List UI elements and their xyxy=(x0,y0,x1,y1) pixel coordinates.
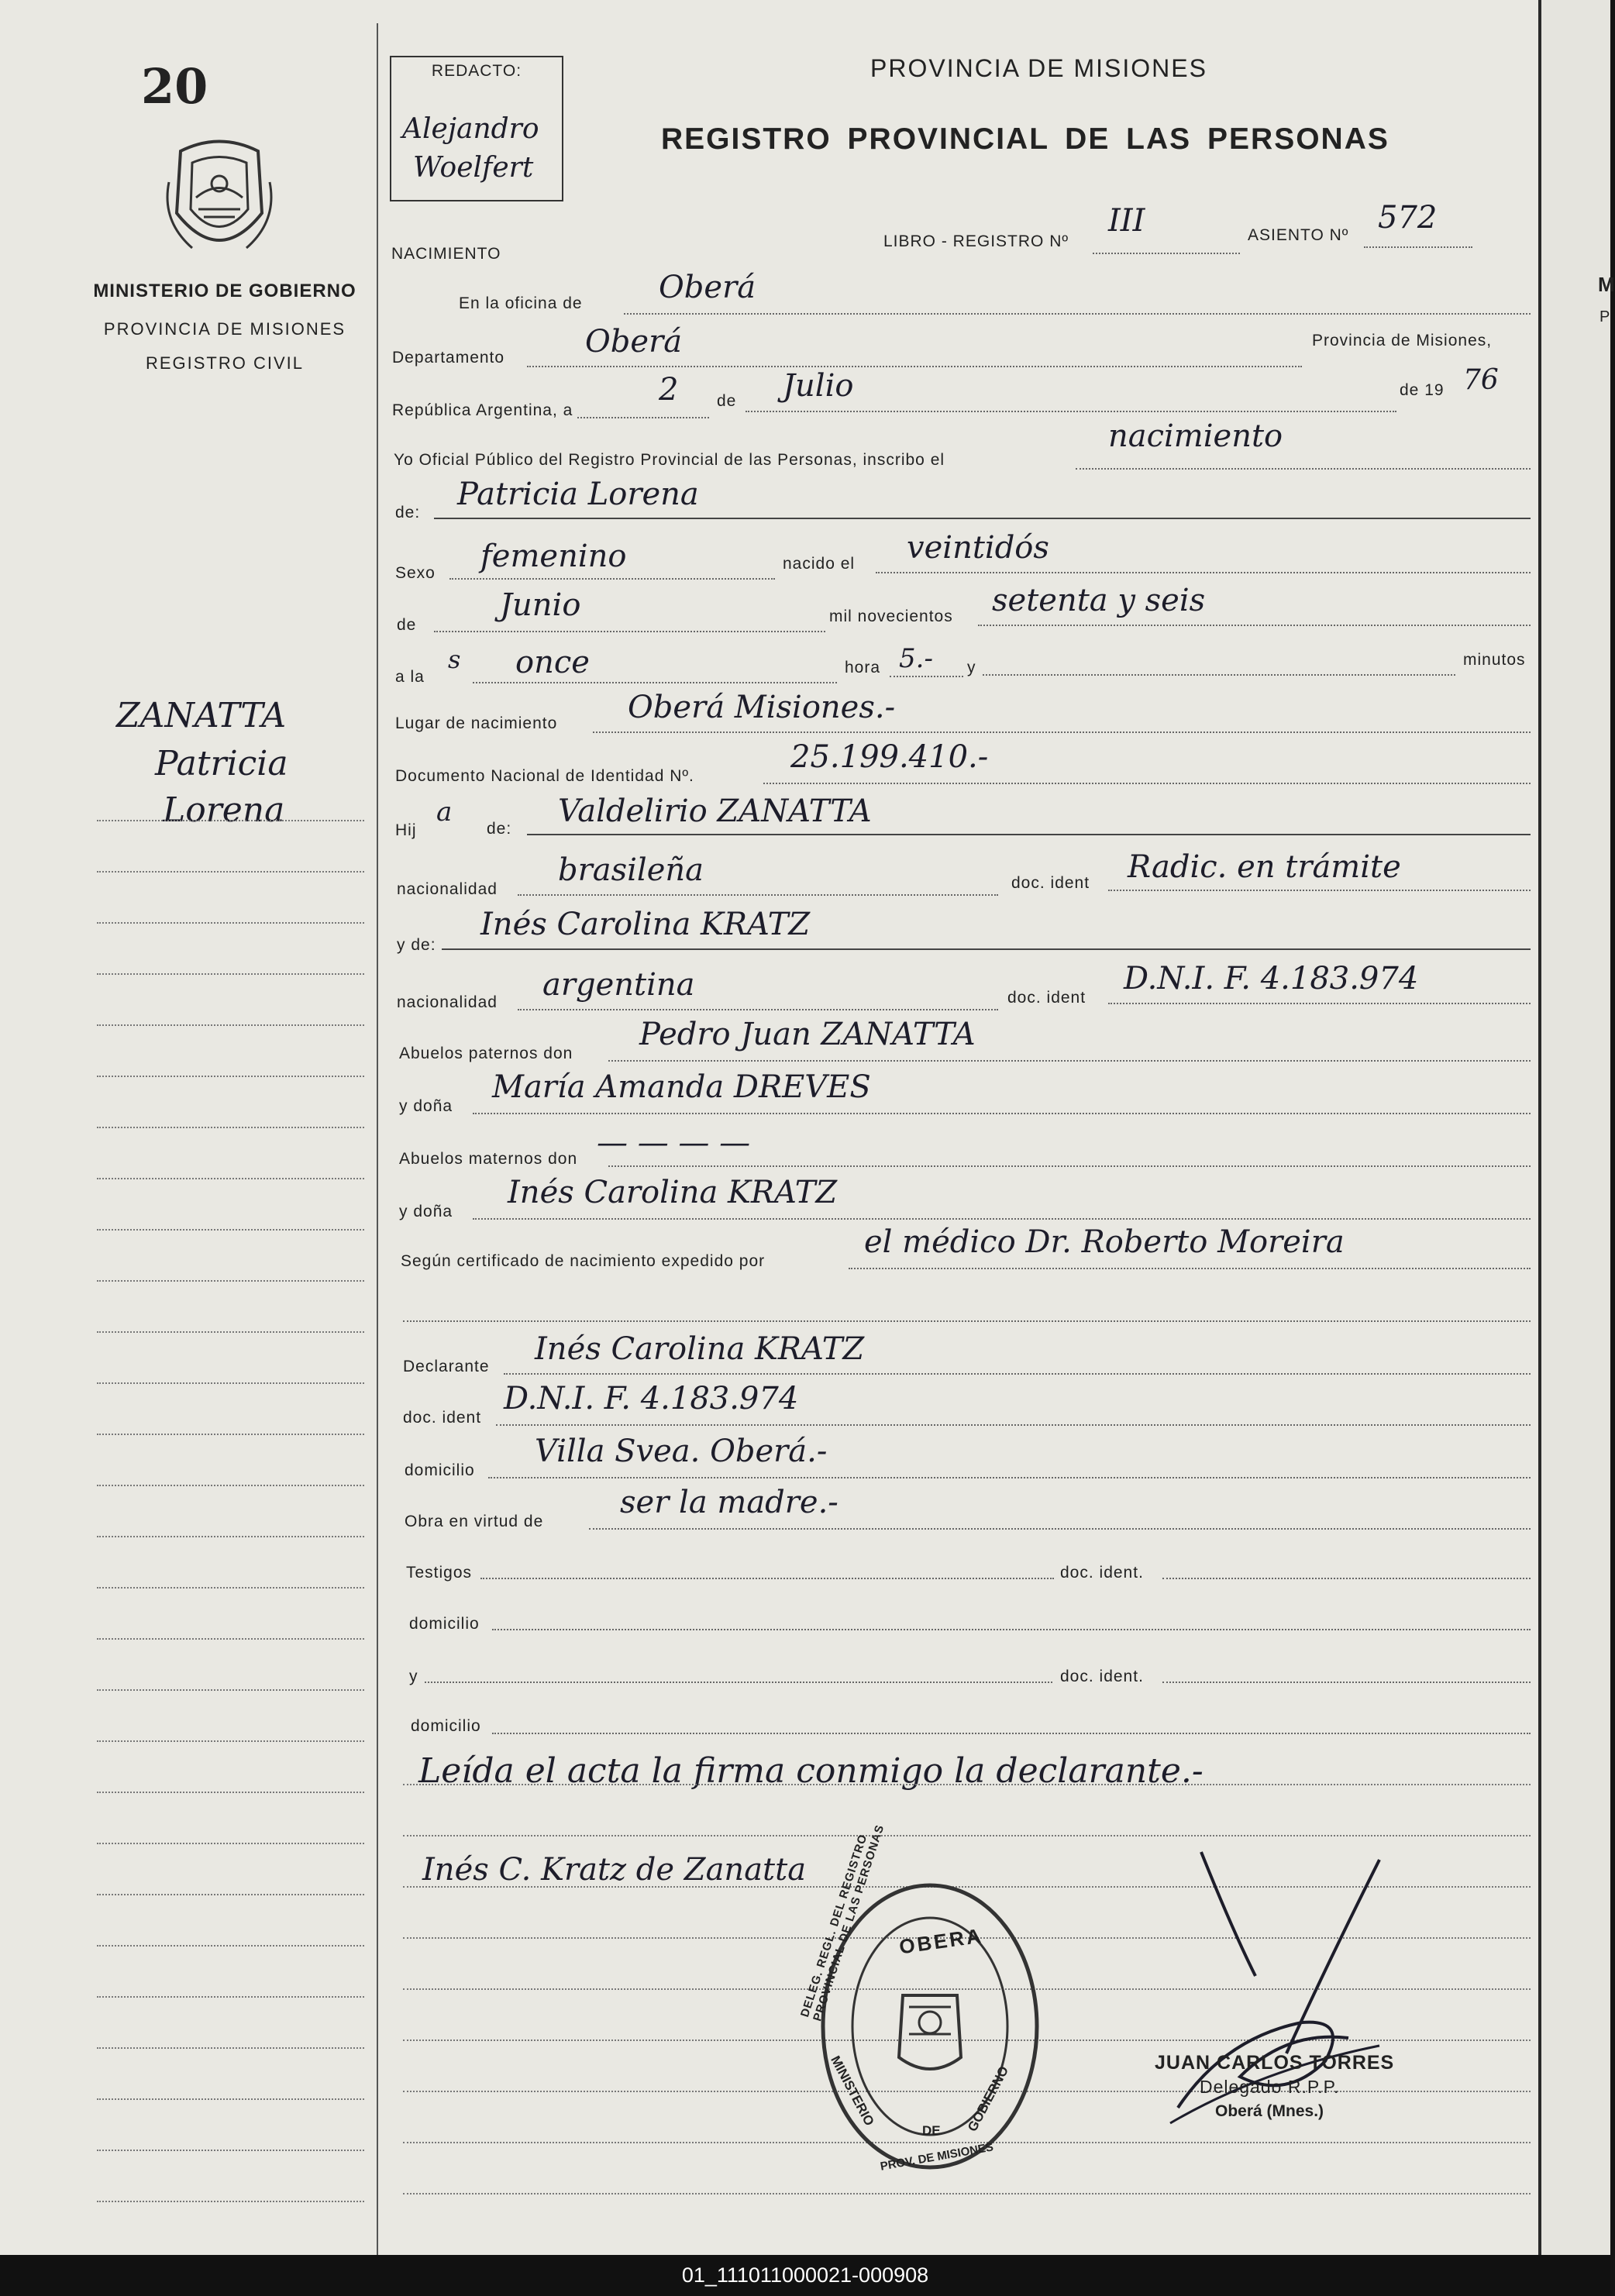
testigo-2-dotted-line xyxy=(425,1682,1052,1683)
minutos-dotted-line xyxy=(983,674,1455,676)
republica-label: República Argentina, a xyxy=(392,401,573,419)
abuelo-mat-dotted-line xyxy=(608,1165,1531,1167)
madre-doc-dotted-line xyxy=(1108,1003,1531,1004)
margin-ruled-line xyxy=(97,1331,364,1333)
declarante-doc: D.N.I. F. 4.183.974 xyxy=(504,1381,799,1416)
province-title: PROVINCIA DE MISIONES xyxy=(870,54,1207,82)
de-label: de xyxy=(717,392,737,410)
hij-de-label: de: xyxy=(487,820,512,838)
certificado-value: el médico Dr. Roberto Moreira xyxy=(864,1224,1345,1260)
abuelos-paternos-label: Abuelos paternos don xyxy=(399,1045,573,1062)
margin-ruled-line xyxy=(97,820,364,821)
margin-ruled-line xyxy=(97,1843,364,1844)
official-name: JUAN CARLOS TORRES xyxy=(1155,2052,1395,2074)
ministry-name: MINISTERIO DE GOBIERNO xyxy=(93,281,356,301)
margin-ruled-line xyxy=(97,2150,364,2151)
nacionalidad-1-label: nacionalidad xyxy=(397,880,498,898)
margin-ruled-line xyxy=(97,1178,364,1179)
domicilio-2-label: domicilio xyxy=(409,1615,480,1633)
margin-ruled-line xyxy=(97,973,364,975)
domicilio-value: Villa Svea. Oberá.- xyxy=(535,1434,828,1469)
margin-ruled-line xyxy=(97,1280,364,1282)
nombre-line xyxy=(434,518,1531,519)
certificado-dotted-line xyxy=(849,1268,1531,1269)
hora-texto-dotted-line xyxy=(473,682,837,683)
abuelo-pat-dotted-line xyxy=(608,1060,1531,1062)
seal-bottom-text: PROV. DE MISIONES xyxy=(879,2140,995,2174)
oficina-dotted-line xyxy=(624,313,1531,315)
margin-ruled-line xyxy=(97,2047,364,2049)
declarante-dotted-line xyxy=(504,1373,1531,1375)
anio-nac-dotted-line xyxy=(978,625,1531,626)
dia-value: 2 xyxy=(659,372,679,408)
margin-ruled-line xyxy=(97,1382,364,1384)
margin-ruled-line xyxy=(97,1434,364,1435)
doc-ident-4-label: doc. ident. xyxy=(1060,1564,1144,1582)
asiento-value: 572 xyxy=(1378,200,1438,236)
y-2-label: y xyxy=(409,1668,418,1685)
adjacent-page-letter-small: P xyxy=(1600,308,1610,325)
redacto-name-2: Woelfert xyxy=(413,152,534,184)
departamento-value: Oberá xyxy=(585,324,683,360)
de2-label: de: xyxy=(395,504,421,522)
hora-value: 5.- xyxy=(899,643,933,674)
domicilio-3-dotted-line xyxy=(492,1733,1531,1734)
dona-2-label: y doña xyxy=(399,1203,453,1220)
acto-dotted-line xyxy=(1076,468,1531,470)
margin-ruled-line xyxy=(97,1945,364,1947)
margin-ruled-line xyxy=(97,871,364,873)
anio-label: de 19 xyxy=(1400,381,1445,399)
dni-dotted-line xyxy=(763,783,1531,784)
madre-nac-dotted-line xyxy=(518,1009,998,1010)
mes-dotted-line xyxy=(746,411,1396,412)
margin-ruled-line xyxy=(97,1894,364,1895)
asiento-dotted-line xyxy=(1364,246,1472,248)
section-label: NACIMIENTO xyxy=(391,245,501,263)
dona-1-label: y doña xyxy=(399,1097,453,1115)
oficial-label: Yo Oficial Público del Registro Provincial de las Personas, inscribo el xyxy=(394,451,945,469)
margin-ruled-line xyxy=(97,922,364,924)
seal-de: DE xyxy=(922,2123,941,2138)
margin-ruled-line xyxy=(97,1996,364,1998)
nacido-dotted-line xyxy=(876,572,1531,573)
declarante-signature: Inés C. Kratz de Zanatta xyxy=(422,1852,807,1888)
body-ruled-line xyxy=(403,2193,1531,2194)
padre-value: Valdelirio ZANATTA xyxy=(558,793,872,829)
hij-letter: a xyxy=(436,797,453,828)
mes-nac-dotted-line xyxy=(434,631,825,632)
redacto-name-1: Alejandro xyxy=(402,113,539,145)
margin-ruled-line xyxy=(97,1536,364,1537)
abuelo-paterno: Pedro Juan ZANATTA xyxy=(639,1017,976,1052)
obra-value: ser la madre.- xyxy=(620,1485,838,1520)
madre-line xyxy=(442,948,1531,950)
leida-statement: Leída el acta la firma conmigo la declarante.- xyxy=(418,1751,1204,1791)
sexo-dotted-line xyxy=(449,578,775,580)
padre-nac-dotted-line xyxy=(518,894,998,896)
obra-label: Obra en virtud de xyxy=(405,1513,544,1530)
ala-letter: s xyxy=(448,645,461,674)
margin-ruled-line xyxy=(97,1792,364,1793)
seal-gobierno: GOBIERNO xyxy=(965,2064,1012,2134)
page-gutter xyxy=(1538,0,1541,2255)
mes-value: Julio xyxy=(783,368,854,404)
declarante-doc-dotted-line xyxy=(496,1424,1531,1426)
oficina-label: En la oficina de xyxy=(459,294,583,312)
provincia-label: Provincia de Misiones, xyxy=(1312,332,1493,349)
libro-dotted-line xyxy=(1093,253,1240,254)
hij-label: Hij xyxy=(395,821,417,839)
departamento-label: Departamento xyxy=(392,349,505,367)
abuela-mat-dotted-line xyxy=(473,1218,1531,1220)
redacto-names xyxy=(402,110,539,188)
registry-title: REGISTRO PROVINCIAL DE LAS PERSONAS xyxy=(661,122,1389,156)
padre-nacionalidad: brasileña xyxy=(558,852,704,888)
abuela-materna: Inés Carolina KRATZ xyxy=(508,1175,838,1210)
sexo-label: Sexo xyxy=(395,564,436,582)
provincial-crest-icon xyxy=(161,136,277,263)
yde-label: y de: xyxy=(397,936,436,954)
margin-ruled-line xyxy=(97,1127,364,1128)
official-role: Delegado R.P.P. xyxy=(1200,2077,1340,2097)
padre-line xyxy=(527,834,1531,835)
doc-ident-5-label: doc. ident. xyxy=(1060,1668,1144,1685)
abuelo-materno: — — — — xyxy=(597,1125,751,1161)
libro-label: LIBRO - REGISTRO Nº xyxy=(883,232,1069,250)
doc-ident-2-label: doc. ident xyxy=(1007,989,1086,1007)
dni-value: 25.199.410.- xyxy=(790,739,989,775)
nombre-value: Patricia Lorena xyxy=(457,477,699,512)
obra-dotted-line xyxy=(589,1528,1531,1530)
acto-value: nacimiento xyxy=(1108,418,1283,454)
lugar-value: Oberá Misiones.- xyxy=(628,690,896,725)
departamento-dotted-line xyxy=(527,366,1302,367)
certificado-label: Según certificado de nacimiento expedido por xyxy=(401,1252,766,1270)
madre-nacionalidad: argentina xyxy=(542,967,695,1003)
margin-ruled-line xyxy=(97,1485,364,1486)
abuelos-maternos-label: Abuelos maternos don xyxy=(399,1150,578,1168)
body-ruled-line xyxy=(403,1835,1531,1836)
ministry-province: PROVINCIA DE MISIONES xyxy=(103,319,346,339)
certificado-dotted-line-2 xyxy=(403,1320,1531,1322)
ministry-registry: REGISTRO CIVIL xyxy=(145,353,305,373)
testigos-dotted-line xyxy=(480,1578,1054,1579)
abuela-pat-dotted-line xyxy=(473,1113,1531,1114)
dia-dotted-line xyxy=(577,417,709,418)
oficina-value: Oberá xyxy=(659,270,756,305)
page-number: 20 xyxy=(141,58,208,115)
padre-doc: Radic. en trámite xyxy=(1128,849,1401,885)
doc-ident-3-label: doc. ident xyxy=(403,1409,482,1427)
domicilio-label: domicilio xyxy=(405,1461,475,1479)
margin-ruled-line xyxy=(97,1024,364,1026)
margin-surname: ZANATTA xyxy=(116,696,287,735)
margin-ruled-line xyxy=(97,1229,364,1231)
seal-outer-text: DELEG. REGL. DEL REGISTRO PROVINCIAL DE LAS PERSONAS xyxy=(798,1823,887,2023)
testigos-label: Testigos xyxy=(406,1564,473,1582)
redacto-label: REDACTO: xyxy=(431,62,522,80)
margin-ruled-line xyxy=(97,1587,364,1589)
body-ruled-line xyxy=(403,1784,1531,1785)
hora-label: hora xyxy=(845,659,881,676)
margin-ruled-line xyxy=(97,1740,364,1742)
testigos-doc-dotted-line xyxy=(1162,1578,1531,1579)
padre-doc-dotted-line xyxy=(1108,890,1531,891)
mil-label: mil novecientos xyxy=(829,608,953,625)
official-place: Oberá (Mnes.) xyxy=(1215,2102,1324,2120)
margin-given-name-1: Patricia xyxy=(155,744,288,783)
footer-id: 01_111011000021-000908 xyxy=(0,2255,1610,2296)
asiento-label: ASIENTO Nº xyxy=(1248,226,1349,244)
adjacent-page-letter: M xyxy=(1598,273,1615,296)
margin-ruled-line xyxy=(97,2098,364,2100)
sexo-value: femenino xyxy=(480,539,627,574)
column-divider xyxy=(377,23,378,2255)
abuela-paterna: María Amanda DREVES xyxy=(492,1069,871,1105)
margin-ruled-line xyxy=(97,1076,364,1077)
domicilio-2-dotted-line xyxy=(492,1629,1531,1630)
lugar-dotted-line xyxy=(593,731,1531,733)
nacido-mes-value: Junio xyxy=(500,587,581,623)
seal-place: OBERA xyxy=(897,1923,985,1959)
declarante-label: Declarante xyxy=(403,1358,490,1375)
lugar-label: Lugar de nacimiento xyxy=(395,714,558,732)
nacido-label: nacido el xyxy=(783,555,856,573)
margin-given-name-2: Lorena xyxy=(163,790,285,830)
anio-value: 76 xyxy=(1463,364,1499,396)
testigo-2-doc-dotted-line xyxy=(1162,1682,1531,1683)
margin-ruled-line xyxy=(97,1638,364,1640)
hora-dotted-line xyxy=(890,676,963,677)
hora-texto-value: once xyxy=(515,645,590,680)
ala-label: a la xyxy=(395,668,425,686)
y-label: y xyxy=(967,659,976,676)
madre-doc: D.N.I. F. 4.183.974 xyxy=(1124,961,1419,997)
nacido-anio-value: setenta y seis xyxy=(992,583,1206,618)
doc-ident-1-label: doc. ident xyxy=(1011,874,1090,892)
margin-ruled-line xyxy=(97,2201,364,2202)
seal-ministerio: MINISTERIO xyxy=(828,2053,877,2129)
nacido-dia-value: veintidós xyxy=(907,530,1049,566)
madre-value: Inés Carolina KRATZ xyxy=(480,907,811,942)
nacionalidad-2-label: nacionalidad xyxy=(397,993,498,1011)
declarante-value: Inés Carolina KRATZ xyxy=(535,1331,865,1367)
margin-ruled-line xyxy=(97,1689,364,1691)
de3-label: de xyxy=(397,616,417,634)
domicilio-3-label: domicilio xyxy=(411,1717,481,1735)
redacto-box xyxy=(390,56,563,201)
minutos-label: minutos xyxy=(1463,651,1526,669)
dni-label: Documento Nacional de Identidad Nº. xyxy=(395,767,694,785)
libro-value: III xyxy=(1108,203,1145,239)
adjacent-page-edge xyxy=(1538,0,1610,2255)
domicilio-dotted-line xyxy=(488,1477,1531,1478)
